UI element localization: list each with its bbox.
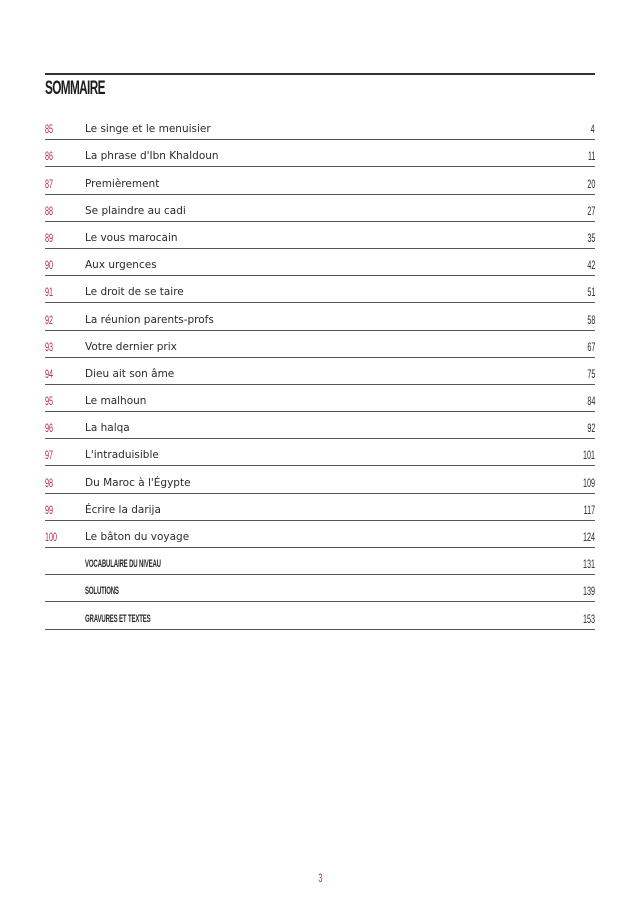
lesson-title: Dieu ait son âme bbox=[85, 367, 175, 380]
toc-row[interactable] bbox=[45, 521, 595, 548]
page-title: SOMMAIRE bbox=[45, 78, 105, 99]
lesson-number: 100 bbox=[45, 530, 58, 544]
page-number: 131 bbox=[582, 557, 595, 572]
lesson-title: Le singe et le menuisier bbox=[85, 123, 211, 136]
toc-row[interactable] bbox=[45, 303, 595, 330]
lesson-title: Premièrement bbox=[85, 177, 160, 190]
toc-row[interactable] bbox=[45, 466, 595, 493]
title-rule bbox=[45, 73, 595, 75]
lesson-title: Le vous marocain bbox=[85, 231, 178, 244]
toc-row[interactable] bbox=[45, 113, 595, 140]
folio-number: 3 bbox=[317, 871, 323, 885]
lesson-number: 98 bbox=[45, 475, 54, 490]
toc-row[interactable] bbox=[45, 140, 595, 167]
lesson-number: 99 bbox=[45, 502, 54, 517]
lesson-title: Le malhoun bbox=[85, 395, 147, 408]
lesson-title: La halqa bbox=[85, 422, 130, 435]
lesson-number: 85 bbox=[45, 122, 54, 137]
toc-row[interactable] bbox=[45, 494, 595, 521]
lesson-title: Écrire la darija bbox=[85, 503, 161, 516]
page-number: 109 bbox=[582, 475, 595, 490]
toc-row[interactable] bbox=[45, 412, 595, 439]
lesson-title: Votre dernier prix bbox=[85, 340, 177, 353]
toc-row[interactable] bbox=[45, 222, 595, 249]
lesson-title: Le droit de se taire bbox=[85, 286, 184, 299]
toc-appendix-row[interactable] bbox=[45, 602, 595, 629]
toc-row[interactable] bbox=[45, 439, 595, 466]
lesson-number: 94 bbox=[45, 366, 54, 381]
toc-row[interactable] bbox=[45, 358, 595, 385]
page-number: 35 bbox=[586, 230, 595, 245]
toc-row[interactable] bbox=[45, 249, 595, 276]
appendix-title: VOCABULAIRE DU NIVEAU bbox=[85, 558, 161, 571]
lesson-number: 89 bbox=[45, 230, 54, 245]
lesson-number: 92 bbox=[45, 312, 54, 327]
toc-row[interactable] bbox=[45, 167, 595, 194]
toc-row[interactable] bbox=[45, 331, 595, 358]
toc-appendix-row[interactable] bbox=[45, 575, 595, 602]
lesson-number: 96 bbox=[45, 421, 54, 436]
page-number: 124 bbox=[582, 530, 595, 544]
lesson-title: Aux urgences bbox=[85, 259, 157, 272]
lesson-number: 86 bbox=[45, 149, 54, 164]
page-number: 42 bbox=[586, 258, 595, 273]
page-number: 27 bbox=[586, 203, 595, 218]
lesson-number: 87 bbox=[45, 176, 54, 191]
toc-row[interactable] bbox=[45, 276, 595, 303]
page-number: 67 bbox=[586, 339, 595, 354]
lesson-title: Le bâton du voyage bbox=[85, 531, 190, 543]
page-number: 20 bbox=[586, 176, 595, 191]
page-number: 84 bbox=[586, 394, 595, 409]
toc-row[interactable] bbox=[45, 385, 595, 412]
lesson-number: 95 bbox=[45, 394, 54, 409]
page-number: 139 bbox=[582, 584, 595, 599]
toc-appendix-row[interactable] bbox=[45, 548, 595, 575]
lesson-title: Se plaindre au cadi bbox=[85, 204, 186, 217]
lesson-number: 91 bbox=[45, 285, 54, 300]
page-number: 11 bbox=[587, 149, 595, 164]
page-number: 58 bbox=[586, 312, 595, 327]
page-number: 51 bbox=[586, 285, 595, 300]
lesson-title: Du Maroc à l'Égypte bbox=[85, 476, 191, 489]
lesson-number: 93 bbox=[45, 339, 54, 354]
page-number: 153 bbox=[582, 611, 595, 626]
page-number: 75 bbox=[586, 366, 595, 381]
page-number: 92 bbox=[586, 421, 595, 436]
appendix-title: SOLUTIONS bbox=[85, 585, 119, 598]
appendix-title: GRAVURES ET TEXTES bbox=[85, 612, 151, 625]
toc-row[interactable] bbox=[45, 195, 595, 222]
lesson-title: L'intraduisible bbox=[85, 449, 159, 462]
lesson-number: 97 bbox=[45, 448, 54, 463]
toc-list bbox=[45, 113, 595, 630]
lesson-number: 88 bbox=[45, 203, 54, 218]
page-number: 4 bbox=[590, 122, 595, 137]
lesson-title: La réunion parents-profs bbox=[85, 313, 214, 326]
lesson-title: La phrase d'Ibn Khaldoun bbox=[85, 150, 219, 163]
page-folio bbox=[0, 871, 640, 885]
page-number: 117 bbox=[583, 502, 595, 517]
page-number: 101 bbox=[582, 448, 595, 463]
lesson-number: 90 bbox=[45, 258, 54, 273]
